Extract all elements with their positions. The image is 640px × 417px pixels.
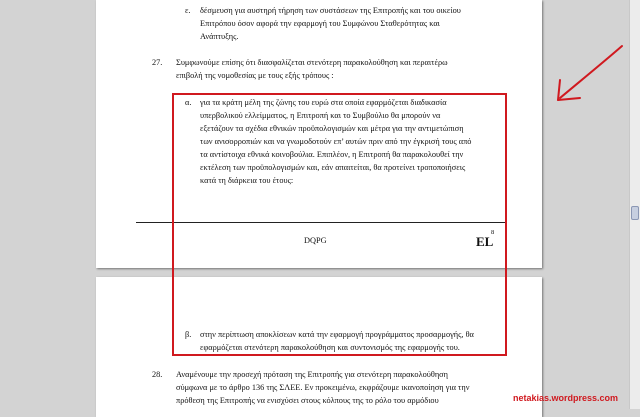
item-a-line-2: υπερβολικού ελλείμματος, η Επιτροπή και το Συμβούλιο θα μπορούν να	[200, 111, 441, 120]
para-27-line-2: επιβολή της νομοθεσίας με τους εξής τρόπους :	[176, 71, 334, 80]
footer-language-code: EL	[476, 234, 494, 249]
para-28-line-3: πρόθεση της Επιτροπής να ενισχύσει στους κόλπους της το ρόλο του αρμόδιου	[176, 396, 439, 405]
para-27-number: 27.	[152, 58, 163, 67]
item-e-marker: ε.	[185, 6, 191, 15]
scrollbar-thumb[interactable]	[631, 206, 639, 220]
item-a-line-6: εκτέλεση των προϋπολογισμών και, εάν απαιτείται, θα προτείνει τροποποιήσεις	[200, 163, 466, 172]
item-a-line-1: για τα κράτη μέλη της ζώνης του ευρώ στα οποία εφαρμόζεται διαδικασία	[200, 98, 447, 107]
item-a-line-7: κατά τη διάρκεια του έτους:	[200, 176, 294, 185]
para-28-number: 28.	[152, 370, 163, 379]
item-a-line-4: των ανισορροπιών και να γνωμοδοτούν επ’ αυτών πριν από την έγκρισή τους από	[200, 137, 472, 146]
footer-rule	[136, 222, 506, 223]
item-b-line-2: εφαρμόζεται στενότερη παρακολούθηση και συντονισμός της εφαρμογής του.	[200, 343, 460, 352]
para-28-line-1: Αναμένουμε την προσεχή πρόταση της Επιτροπής για στενότερη παρακολούθηση	[176, 370, 448, 379]
document-page-1	[96, 0, 542, 268]
item-a-line-5: τα αντίστοιχα εθνικά κοινοβούλια. Επιπλέον, η Επιτροπή θα παρακολουθεί την	[200, 150, 464, 159]
watermark-text: netakias.wordpress.com	[512, 393, 618, 403]
para-28-line-2: σύμφωνα με το άρθρο 136 της ΣΛΕΕ. Εν προκειμένω, εκφράζουμε ικανοποίηση για την	[176, 383, 470, 392]
item-e-line-2: Επιτρόπου όσον αφορά την εφαρμογή του Συμφώνου Σταθερότητας και	[200, 19, 440, 28]
footer-doc-code: DQPG	[304, 236, 327, 245]
item-a-marker: α.	[185, 98, 192, 107]
footer-page-number: 8	[491, 229, 495, 236]
document-page-2	[96, 277, 542, 417]
item-e-line-1: δέσμευση για αυστηρή τήρηση των συστάσεων της Επιτροπής και του οικείου	[200, 6, 461, 15]
item-a-line-3: εξετάζουν τα σχέδια εθνικών προϋπολογισμών και μέτρα για την αντιμετώπιση	[200, 124, 464, 133]
item-b-marker: β.	[185, 330, 192, 339]
para-27-line-1: Συμφωνούμε επίσης ότι διασφαλίζεται στενότερη παρακολούθηση και περαιτέρω	[176, 58, 448, 67]
arrow-annotation-icon	[548, 40, 628, 110]
item-b-line-1: στην περίπτωση αποκλίσεων κατά την εφαρμογή προγράμματος προσαρμογής, θα	[200, 330, 474, 339]
vertical-scrollbar[interactable]	[629, 0, 640, 409]
item-e-line-3: Ανάπτυξης.	[200, 32, 239, 41]
